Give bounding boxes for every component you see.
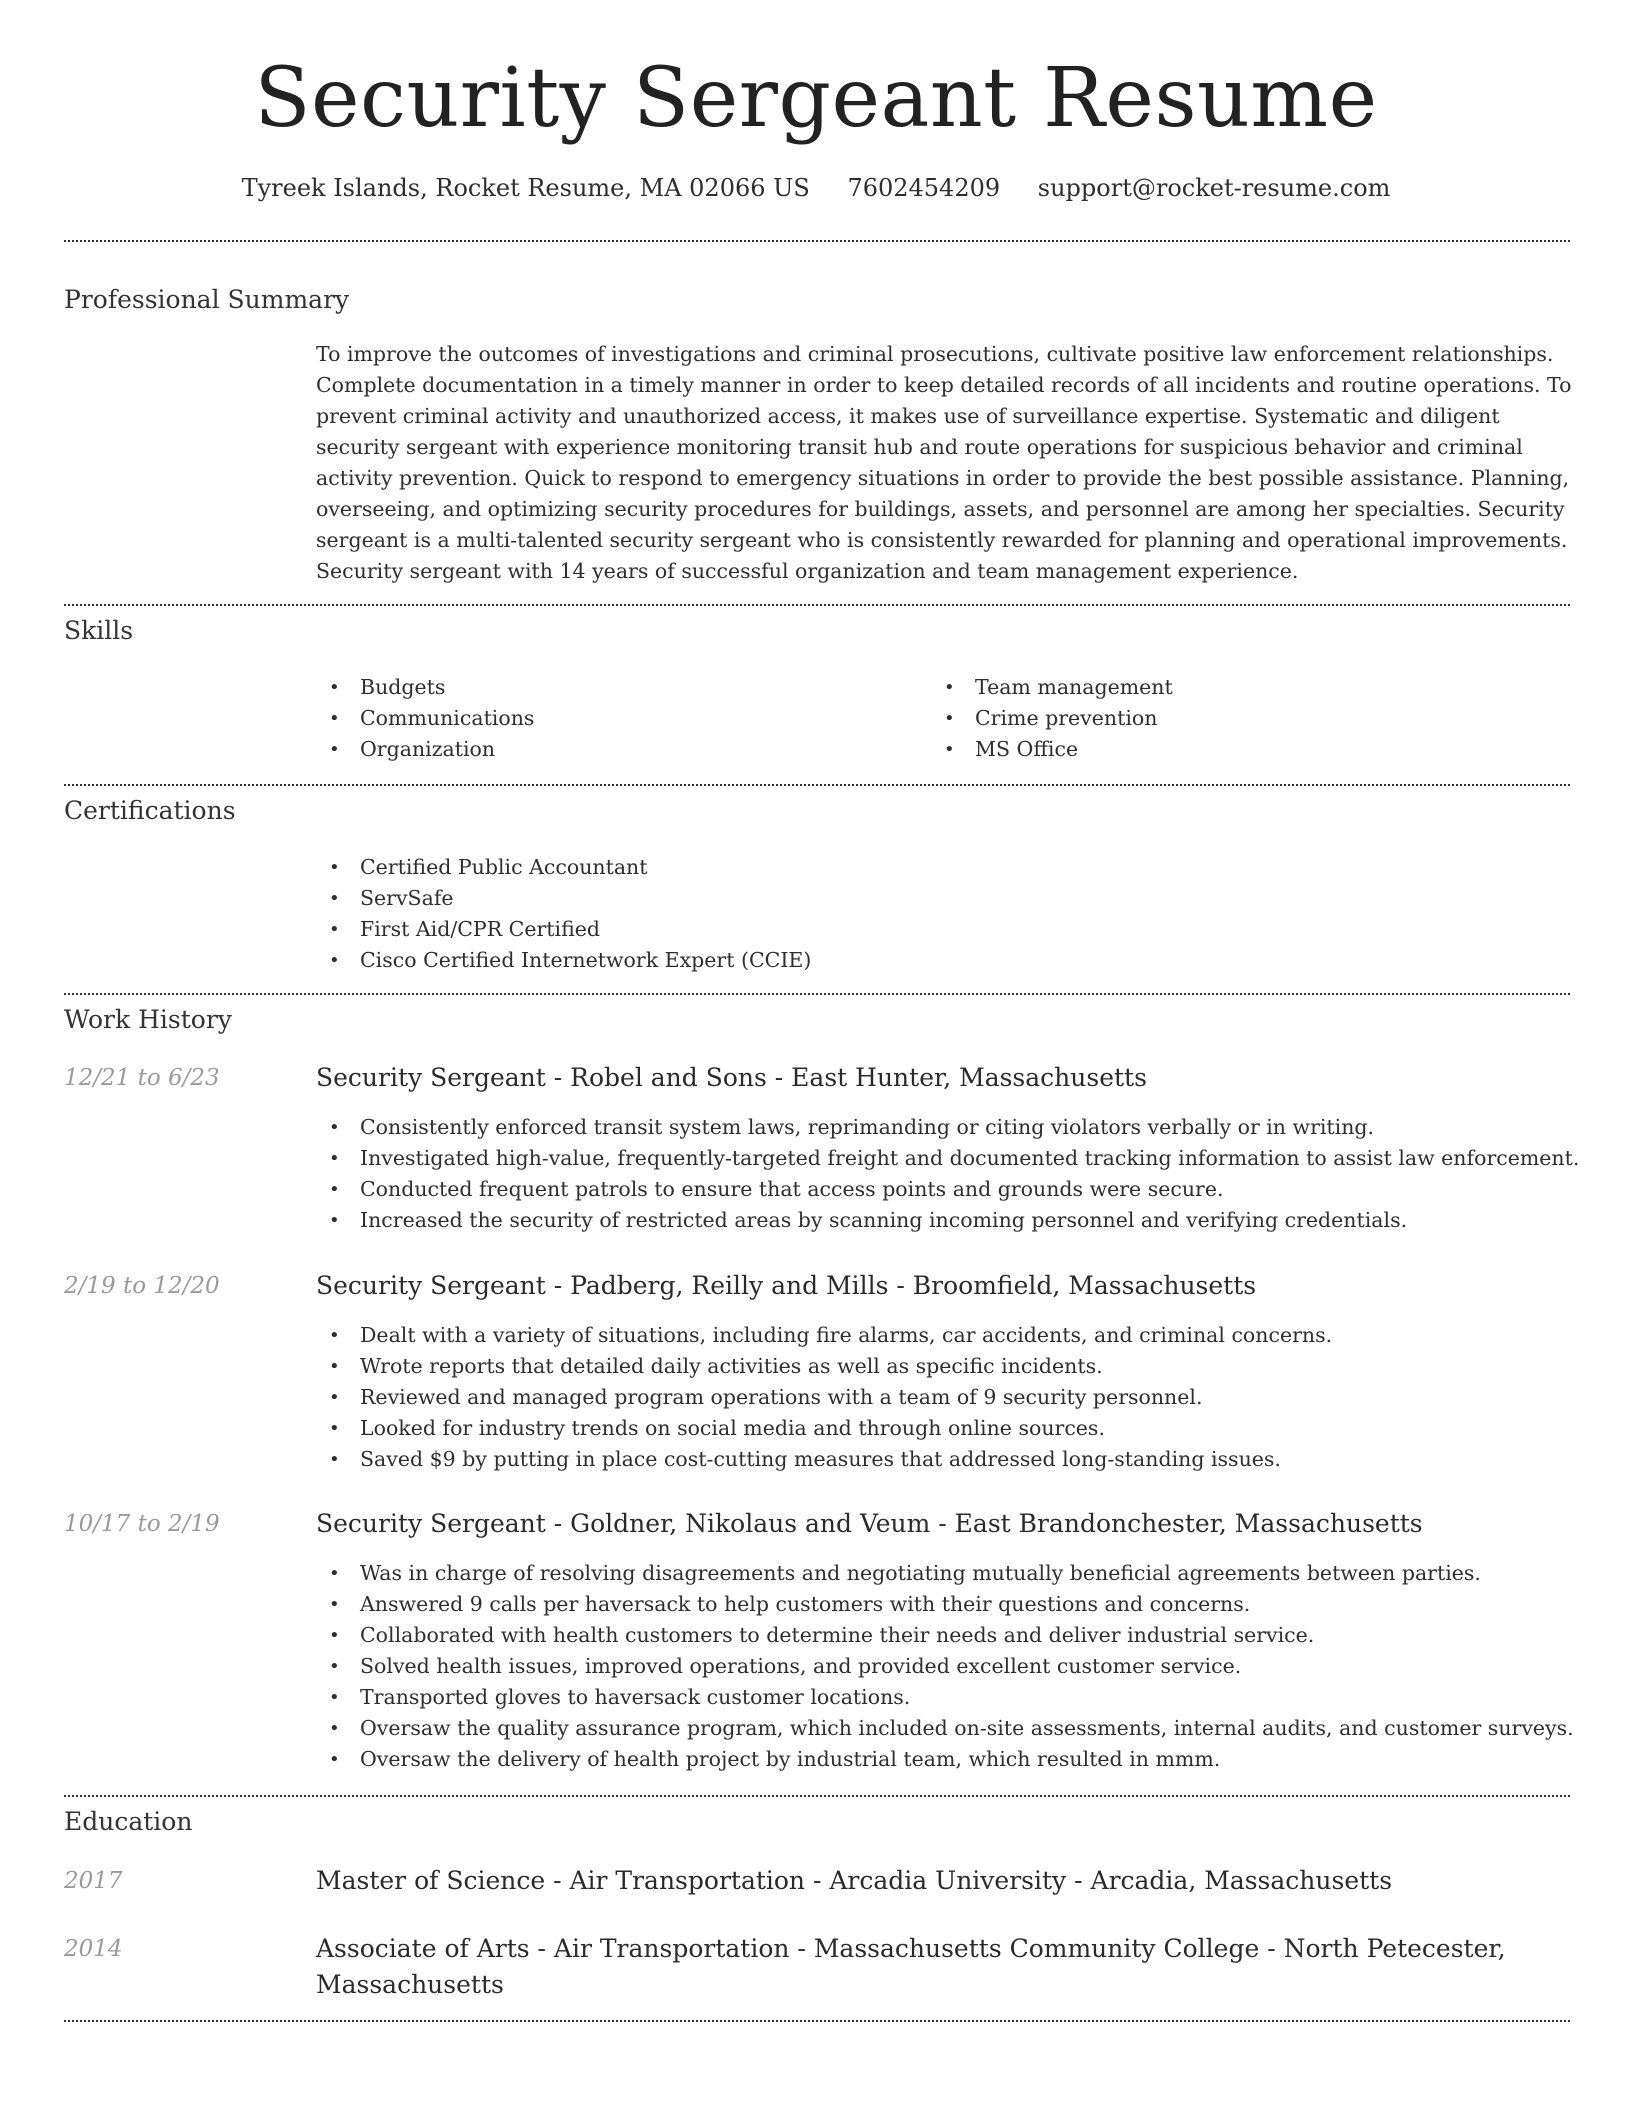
page-title: Security Sergeant Resume [254, 51, 1378, 146]
list-item: • MS Office [931, 734, 1173, 765]
list-item: • Answered 9 calls per haversack to help customers with their questions and concerns. [316, 1589, 1574, 1620]
section-heading-certifications: Certifications [64, 796, 236, 825]
list-item: • Was in charge of resolving disagreements and negotiating mutually beneficial agreements between parties. [316, 1558, 1574, 1589]
list-item: • Cisco Certified Internetwork Expert (CCIE) [316, 945, 811, 976]
list-item: • Wrote reports that detailed daily activities as well as specific incidents. [316, 1351, 1332, 1382]
contact-phone: 7602454209 [847, 174, 1001, 202]
list-item: • Saved $9 by putting in place cost-cutting measures that addressed long-standing issues. [316, 1444, 1332, 1475]
list-item: • First Aid/CPR Certified [316, 914, 811, 945]
education-year: 2014 [64, 1936, 123, 1962]
contact-email: support@rocket-resume.com [1037, 174, 1391, 202]
job-bullets [316, 1320, 1332, 1475]
list-item: • Oversaw the quality assurance program, which included on-site assessments, internal audits, and customer surveys. [316, 1713, 1574, 1744]
job-bullets [316, 1558, 1574, 1775]
job-dates: 12/21 to 6/23 [64, 1065, 220, 1091]
education-entry: Associate of Arts - Air Transportation - Massachusetts Community College - North Petecester, Massachusetts [316, 1934, 1506, 1999]
divider [64, 2020, 1570, 2022]
job-dates: 2/19 to 12/20 [64, 1273, 220, 1299]
divider [64, 604, 1570, 606]
divider [64, 1795, 1570, 1797]
certifications-list [316, 852, 811, 976]
list-item: • Crime prevention [931, 703, 1173, 734]
list-item: • Transported gloves to haversack customer locations. [316, 1682, 1574, 1713]
list-item: • Organization [316, 734, 534, 765]
skills-list-left [316, 672, 534, 765]
education-entry: Master of Science - Air Transportation - Arcadia University - Arcadia, Massachusetts [316, 1866, 1393, 1895]
divider [64, 784, 1570, 786]
skills-list-right [931, 672, 1173, 765]
list-item: • Solved health issues, improved operations, and provided excellent customer service. [316, 1651, 1574, 1682]
list-item: • Budgets [316, 672, 534, 703]
section-heading-work-history: Work History [64, 1005, 232, 1034]
section-heading-education: Education [64, 1807, 193, 1836]
list-item: • ServSafe [316, 883, 811, 914]
list-item: • Conducted frequent patrols to ensure that access points and grounds were secure. [316, 1174, 1579, 1205]
divider [64, 240, 1570, 242]
list-item: • Looked for industry trends on social media and through online sources. [316, 1413, 1332, 1444]
job-title: Security Sergeant - Goldner, Nikolaus and Veum - East Brandonchester, Massachusetts [316, 1509, 1423, 1538]
job-title: Security Sergeant - Robel and Sons - East Hunter, Massachusetts [316, 1063, 1147, 1092]
contact-address: Tyreek Islands, Rocket Resume, MA 02066 US [241, 174, 810, 202]
section-heading-summary: Professional Summary [64, 285, 350, 314]
list-item: • Team management [931, 672, 1173, 703]
job-dates: 10/17 to 2/19 [64, 1511, 220, 1537]
list-item: • Reviewed and managed program operations with a team of 9 security personnel. [316, 1382, 1332, 1413]
list-item: • Dealt with a variety of situations, including fire alarms, car accidents, and criminal concerns. [316, 1320, 1332, 1351]
list-item: • Increased the security of restricted areas by scanning incoming personnel and verifying credentials. [316, 1205, 1579, 1236]
contact-line [0, 168, 1632, 208]
section-heading-skills: Skills [64, 616, 134, 645]
list-item: • Communications [316, 703, 534, 734]
list-item: • Consistently enforced transit system laws, reprimanding or citing violators verbally or in writing. [316, 1112, 1579, 1143]
summary-text: To improve the outcomes of investigations and criminal prosecutions, cultivate positive law enforcement relationships. Complete documentation in a timely manner in order to keep detailed records of all incidents and routine operations. To prevent criminal activity and unauthorized access, it makes use of surveillance expertise. Systematic and diligent security sergeant with experience monitoring transit hub and route operations for suspicious behavior and criminal activity prevention. Quick to respond to emergency situations in order to provide the best possible assistance. Planning, overseeing, and optimizing security procedures for buildings, assets, and personnel are among her specialties. Security sergeant is a multi-talented security sergeant who is consistently rewarded for planning and operational improvements. Security sergeant with 14 years of successful organization and team management experience. [316, 342, 1572, 583]
list-item: • Collaborated with health customers to determine their needs and deliver industrial service. [316, 1620, 1574, 1651]
list-item: • Oversaw the delivery of health project by industrial team, which resulted in mmm. [316, 1744, 1574, 1775]
list-item: • Certified Public Accountant [316, 852, 811, 883]
job-title: Security Sergeant - Padberg, Reilly and Mills - Broomfield, Massachusetts [316, 1271, 1257, 1300]
list-item: • Investigated high-value, frequently-targeted freight and documented tracking information to assist law enforcement. [316, 1143, 1579, 1174]
education-year: 2017 [64, 1868, 123, 1894]
divider [64, 993, 1570, 995]
job-bullets [316, 1112, 1579, 1236]
